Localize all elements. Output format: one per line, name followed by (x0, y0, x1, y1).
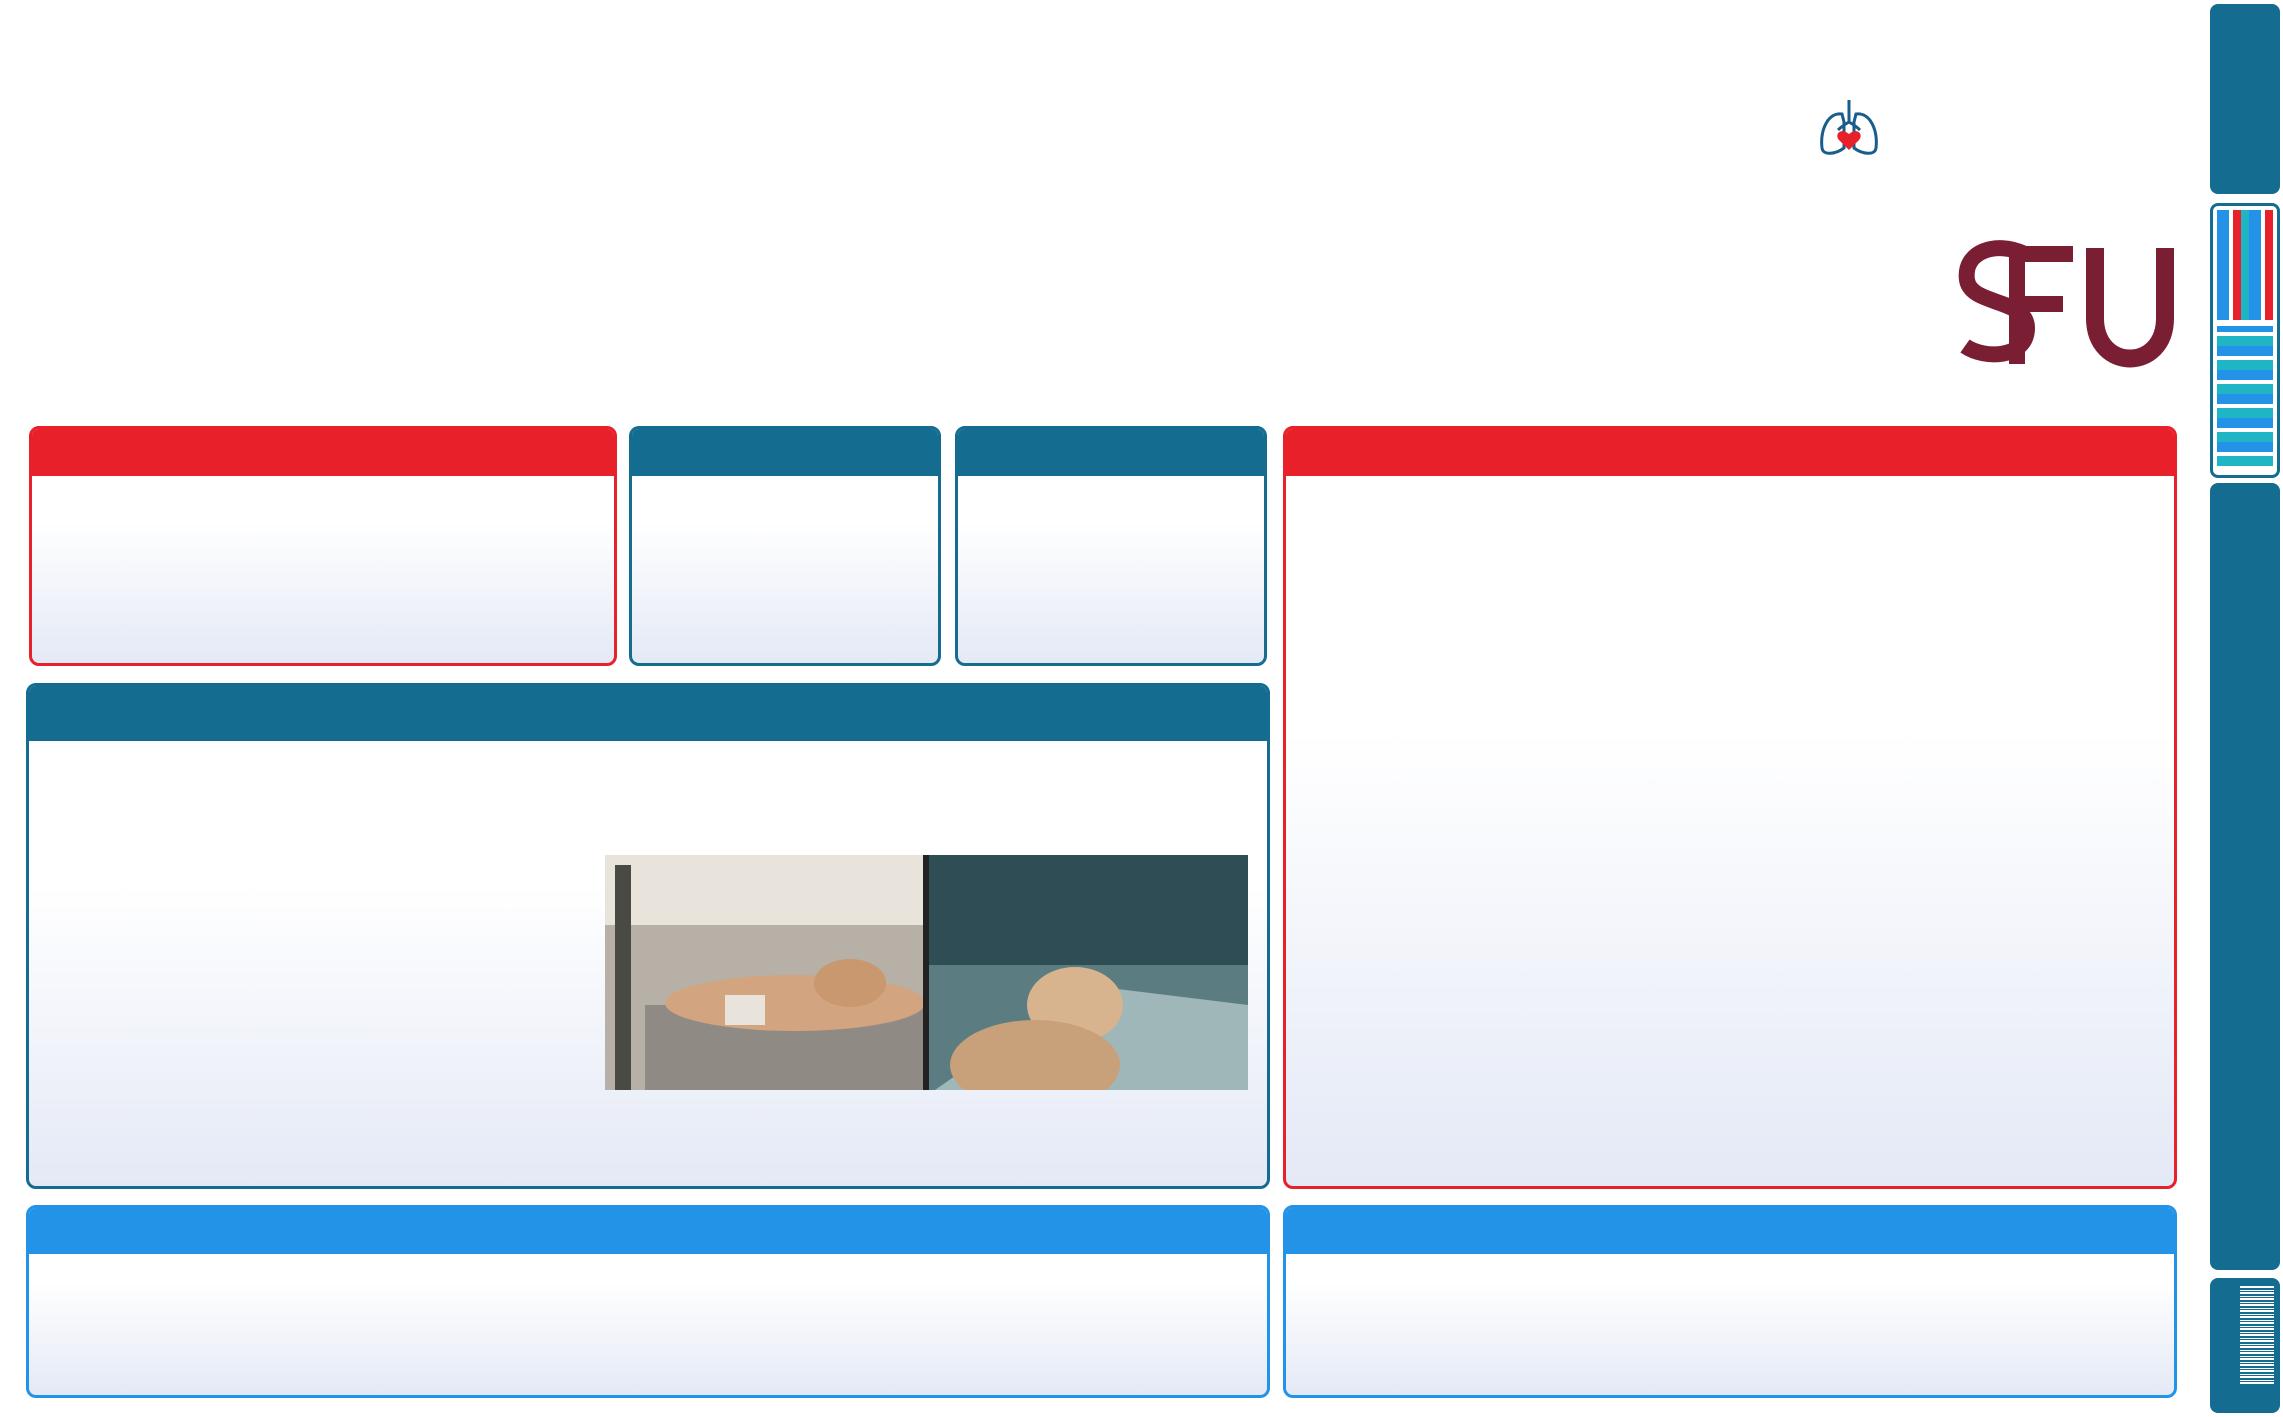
poster-id-badge (2210, 1278, 2280, 1413)
poster-thumbnail[interactable] (2210, 203, 2280, 478)
results-body (1286, 476, 2174, 486)
congress-banner (0, 0, 2200, 170)
methods-body (29, 741, 594, 761)
conclusions-section (955, 426, 1267, 666)
contact-section (26, 1205, 1270, 1398)
postersession-brand[interactable] (2210, 4, 2280, 194)
video-feed-photo (605, 855, 1248, 1090)
contact-body (29, 1254, 1267, 1276)
section-heading (1286, 429, 2174, 476)
references-section (1283, 1205, 2177, 1398)
section-heading (632, 429, 938, 476)
section-heading (29, 1208, 1267, 1254)
section-heading (29, 686, 1267, 741)
conclusions-body (958, 476, 1264, 494)
introduction-body (32, 476, 614, 506)
respiratory-minute-volume-chart (1362, 785, 2108, 1178)
section-heading (1286, 1208, 2174, 1254)
lungs-heart-icon (1814, 92, 1884, 162)
session-sidebar (2206, 0, 2283, 1417)
topic-panel (2210, 483, 2280, 1270)
introduction-section (29, 426, 617, 666)
aim-section (629, 426, 941, 666)
sfu-logo (1955, 240, 2175, 370)
barcode (2240, 1286, 2274, 1384)
section-heading (958, 429, 1264, 476)
erc-logo (1806, 84, 2106, 170)
references-list (1286, 1254, 2174, 1268)
aim-body (632, 476, 938, 496)
section-heading (32, 429, 614, 476)
